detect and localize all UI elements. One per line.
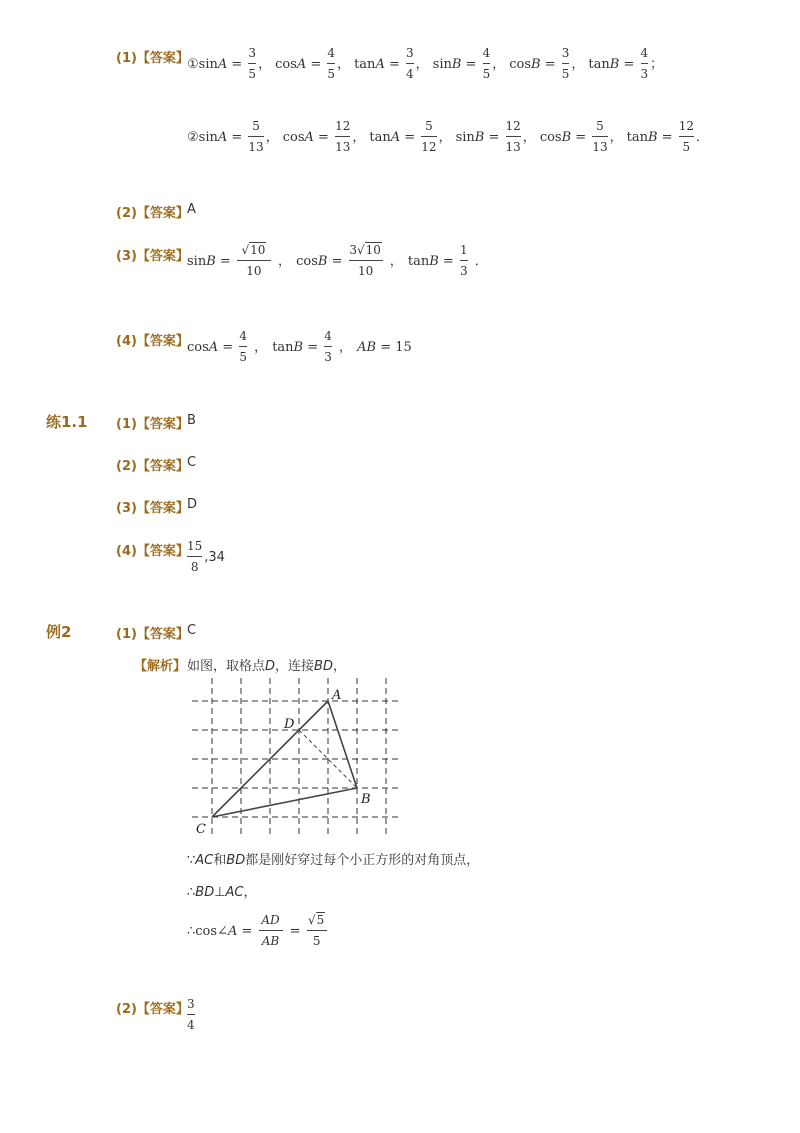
trig-fraction: [335, 116, 350, 157]
line3-denominator: AB: [261, 934, 280, 948]
trig-sep: ，: [337, 57, 351, 72]
sqrt-icon: √10: [357, 243, 381, 257]
trig-eq: =: [227, 130, 247, 145]
trig-denominator: 13: [248, 140, 264, 154]
point-label-d: D: [284, 717, 295, 732]
line2-end: ，: [243, 885, 257, 900]
sqrt-icon: √5: [307, 913, 325, 927]
trig-eq: =: [227, 57, 247, 72]
trig-var: A: [217, 130, 228, 145]
q1-answer-tag: (1)【答案】: [116, 51, 189, 66]
trig-sep: ，: [492, 57, 506, 72]
trig-fraction: [506, 116, 521, 157]
segment-ac: AC: [195, 853, 214, 868]
trig-sep: ，: [522, 130, 536, 145]
trig-sep: ，: [265, 130, 279, 145]
grid-triangle-figure: [190, 676, 410, 841]
q4-tanB-numerator: 4: [324, 329, 332, 343]
trig-denominator: 5: [682, 140, 691, 154]
line3-fraction2: [307, 910, 327, 951]
point-label-a: A: [332, 688, 342, 703]
point-label-c: C: [196, 822, 206, 837]
trig-sep: ，: [258, 57, 272, 72]
trig-eq: =: [306, 57, 326, 72]
trig-func: cos: [275, 57, 297, 72]
trig-sep: ，: [352, 130, 366, 145]
q1-trig-term: [509, 46, 585, 81]
q4-sep2: ，: [339, 340, 353, 355]
trig-denominator: 13: [505, 140, 521, 154]
line3-var: A: [227, 924, 238, 939]
trig-sep: ．: [696, 130, 710, 145]
lian-a3-tag: (3)【答案】: [116, 501, 189, 516]
q4-cosA-fraction: [239, 326, 247, 367]
trig-numerator: 4: [482, 46, 491, 60]
q4-answer-expr: [187, 326, 412, 367]
trig-numerator: 12: [335, 119, 351, 133]
lian-a1-tag: (1)【答案】: [116, 417, 189, 432]
li2-line2: [187, 881, 257, 900]
trig-var: A: [390, 130, 401, 145]
q1-trig-term: [354, 46, 429, 81]
lian-a1-value: B: [187, 413, 196, 428]
q1-trig-term: [588, 46, 664, 81]
trig-denominator: 5: [482, 67, 491, 81]
trig-var: B: [647, 130, 658, 145]
point-label-b: B: [361, 792, 371, 807]
trig-eq: =: [619, 57, 639, 72]
q3-cosB-func: cos: [296, 254, 318, 269]
line3-numerator: AD: [261, 913, 280, 927]
trig-var: A: [304, 130, 314, 145]
trig-numerator: 5: [252, 119, 260, 133]
trig-func: sin: [432, 57, 452, 72]
li2-line1: [187, 849, 479, 868]
line3-radicand: 5: [316, 913, 325, 927]
trig-var: A: [217, 57, 228, 72]
q4-tanB-var: B: [293, 340, 304, 355]
q4-tanB-fraction: [324, 326, 332, 367]
q3-sinB-denominator: 10: [246, 264, 262, 278]
line3-eq2: =: [289, 924, 305, 939]
q4-tanB-eq: =: [303, 340, 323, 355]
trig-sep: ，: [609, 130, 623, 145]
sqrt-icon: √10: [241, 243, 266, 257]
li2-a2-numerator: 3: [187, 997, 195, 1011]
trig-numerator: 4: [327, 46, 336, 60]
trig-fraction: [592, 116, 607, 157]
jiexi-end: ，: [332, 659, 346, 674]
q3-tanB-var: B: [429, 254, 439, 269]
trig-numerator: 5: [425, 119, 433, 133]
q3-answer-expr: [187, 240, 488, 281]
line3-sqrt-numerator: [308, 910, 325, 930]
trig-var: B: [451, 57, 462, 72]
trig-denominator: 5: [248, 67, 257, 81]
trig-func: ①sin: [187, 57, 218, 72]
q1-trig-term: [369, 119, 452, 154]
lian-a2-tag: (2)【答案】: [116, 459, 189, 474]
q4-cosA-var: A: [208, 340, 219, 355]
q3-tanB-fraction: [460, 240, 468, 281]
trig-numerator: 12: [505, 119, 521, 133]
q3-sinB-var: B: [206, 254, 216, 269]
trig-denominator: 5: [561, 67, 570, 81]
trig-eq: =: [657, 130, 677, 145]
q3-cosB-numerator: [349, 240, 382, 260]
li2-a1-tag: (1)【答案】: [116, 627, 189, 642]
trig-fraction: [327, 43, 335, 84]
lian-a4-denominator: 8: [190, 560, 199, 574]
trig-denominator: 4: [406, 67, 414, 81]
trig-var: B: [531, 57, 541, 72]
trig-fraction: [562, 43, 570, 84]
q3-sep2: ，: [389, 254, 403, 269]
q4-cosA-func: cos: [187, 340, 209, 355]
q1-trig-term: [282, 119, 366, 154]
trig-func: cos: [509, 57, 532, 72]
trig-fraction: [248, 116, 263, 157]
line3-denominator2: 5: [312, 934, 321, 948]
jiexi-segment-bd: BD: [314, 659, 333, 674]
q4-cosA-numerator: 4: [239, 329, 247, 343]
q2-answer-tag: (2)【答案】: [116, 206, 189, 221]
because-symbol: ∵: [187, 853, 196, 868]
q3-sinB-eq: =: [215, 254, 235, 269]
q4-cosA-eq: =: [218, 340, 238, 355]
q1-trig-term: [455, 119, 536, 154]
q1-answer-row2: [187, 116, 713, 157]
trig-func: tan: [369, 130, 391, 145]
q4-answer-tag: (4)【答案】: [116, 334, 189, 349]
q3-tanB-denominator: 3: [459, 264, 468, 278]
trig-fraction: [421, 116, 436, 157]
jiexi-mid: ，连接: [275, 659, 315, 674]
q3-sinB-fraction: [237, 240, 271, 281]
trig-eq: =: [384, 57, 404, 72]
section-label-lian: 练1.1: [46, 413, 88, 431]
trig-fraction: [248, 43, 256, 84]
lian-a2-value: C: [187, 455, 197, 470]
q3-sep1: ，: [278, 254, 292, 269]
q4-tanB-func: tan: [272, 340, 294, 355]
section-label-li2: 例2: [46, 623, 72, 641]
trig-eq: =: [484, 130, 504, 145]
trig-var: A: [296, 57, 307, 72]
q4-ab-var: AB: [357, 340, 377, 355]
and-word: 和: [213, 853, 227, 868]
trig-func: ②sin: [187, 130, 218, 145]
trig-numerator: 4: [640, 46, 649, 60]
q1-answer-row1: [187, 43, 667, 84]
trig-eq: =: [540, 57, 560, 72]
trig-var: B: [609, 57, 620, 72]
li2-line3: [187, 910, 329, 951]
trig-var: A: [375, 57, 385, 72]
trig-numerator: 5: [596, 119, 604, 133]
trig-func: tan: [588, 57, 610, 72]
q3-cosB-coef: 3: [349, 243, 357, 257]
trig-numerator: 3: [248, 46, 257, 60]
li2-a2-tag: (2)【答案】: [116, 1002, 189, 1017]
trig-numerator: 3: [406, 46, 414, 60]
lian-a4-expr: [187, 536, 225, 577]
line3-eq1: =: [237, 924, 257, 939]
therefore-symbol: ∴: [187, 885, 196, 900]
trig-numerator: 12: [678, 119, 694, 133]
li2-jiexi-text: [187, 655, 346, 674]
trig-eq: =: [313, 130, 334, 145]
lian-a4-fraction: [187, 536, 202, 577]
trig-func: tan: [626, 130, 648, 145]
q3-cosB-radicand: 10: [365, 243, 381, 257]
q3-sinB-radicand: 10: [250, 243, 266, 257]
lian-a3-value: D: [187, 497, 198, 512]
q4-tanB-denominator: 3: [324, 350, 332, 364]
q3-cosB-eq: =: [327, 254, 347, 269]
li2-a2-denominator: 4: [187, 1018, 195, 1032]
line3-pre: ∴cos∠: [187, 924, 228, 939]
q3-tanB-func: tan: [407, 254, 430, 269]
trig-func: cos: [539, 130, 562, 145]
trig-fraction: [483, 43, 491, 84]
q3-cosB-fraction: [349, 240, 383, 281]
trig-fraction: [679, 116, 694, 157]
q1-trig-term: [432, 46, 506, 81]
trig-eq: =: [461, 57, 481, 72]
q1-trig-term: [187, 119, 279, 154]
lian-a4-tag: (4)【答案】: [116, 544, 189, 559]
trig-func: tan: [354, 57, 376, 72]
q3-tanB-eq: =: [438, 254, 458, 269]
trig-denominator: 13: [592, 140, 608, 154]
q3-cosB-denominator: 10: [358, 264, 374, 278]
q3-cosB-var: B: [317, 254, 328, 269]
li2-a2-fraction: [187, 994, 195, 1035]
trig-sep: ，: [438, 130, 452, 145]
segment-bd-text: BD: [226, 853, 246, 868]
trig-eq: =: [400, 130, 420, 145]
trig-denominator: 12: [421, 140, 437, 154]
q4-ab-value: = 15: [376, 340, 412, 355]
jiexi-point-d: D: [265, 659, 276, 674]
trig-sep: ，: [571, 57, 585, 72]
q1-trig-term: [539, 119, 623, 154]
trig-sep: ；: [650, 57, 664, 72]
q3-answer-tag: (3)【答案】: [116, 249, 189, 264]
q1-trig-term: [187, 46, 272, 81]
q3-sinB-func: sin: [187, 254, 207, 269]
perpendicular-expr: BD⊥AC: [195, 885, 244, 900]
q2-answer-value: A: [187, 202, 196, 217]
trig-func: sin: [455, 130, 475, 145]
li2-jiexi-tag: 【解析】: [134, 659, 187, 674]
lian-a4-after: ,34: [204, 550, 225, 565]
jiexi-pre: 如图，取格点: [187, 659, 266, 674]
li2-a2-expr: [187, 994, 197, 1035]
q4-cosA-denominator: 5: [239, 350, 247, 364]
q1-trig-term: [275, 46, 351, 81]
q3-tanB-numerator: 1: [459, 243, 468, 257]
trig-fraction: [641, 43, 649, 84]
q1-trig-term: [626, 119, 710, 154]
trig-denominator: 13: [335, 140, 351, 154]
lian-a4-numerator: 15: [187, 539, 203, 553]
q4-sep1: ，: [254, 340, 268, 355]
trig-eq: =: [571, 130, 591, 145]
trig-denominator: 5: [327, 67, 336, 81]
trig-fraction: [406, 43, 414, 84]
q3-sinB-numerator: [241, 240, 266, 260]
line1-rest: 都是刚好穿过每个小正方形的对角顶点，: [245, 853, 480, 868]
trig-sep: ，: [415, 57, 429, 72]
trig-denominator: 3: [640, 67, 649, 81]
trig-var: B: [474, 130, 485, 145]
trig-var: B: [561, 130, 572, 145]
line3-fraction1: [259, 910, 283, 951]
trig-numerator: 3: [561, 46, 570, 60]
trig-func: cos: [282, 130, 305, 145]
li2-a1-value: C: [187, 623, 197, 638]
q3-sep3: ．: [474, 254, 488, 269]
